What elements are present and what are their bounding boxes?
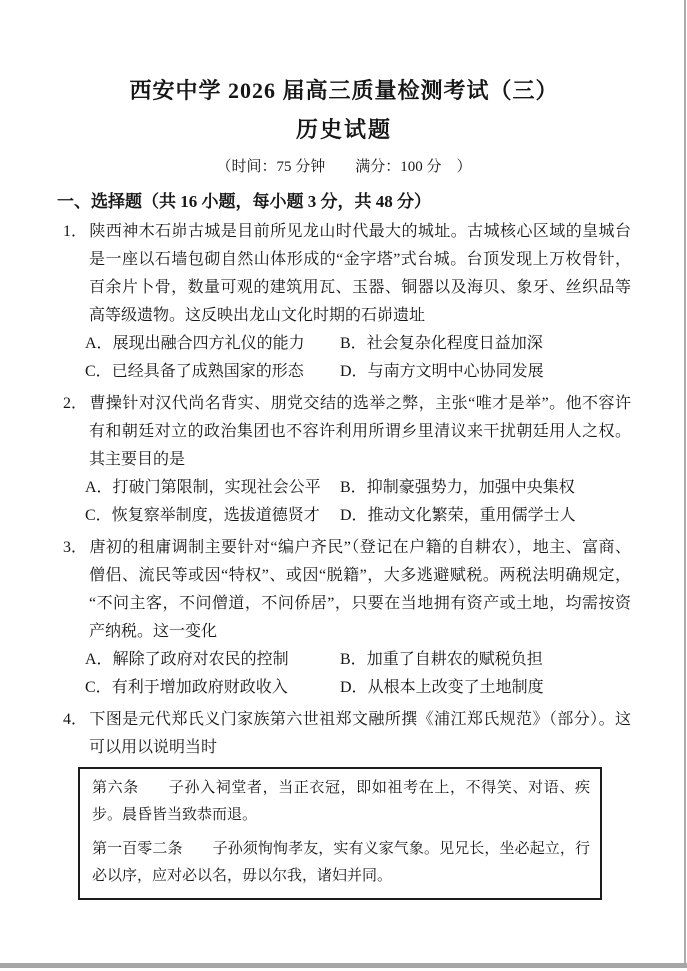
scan-edge-bottom xyxy=(0,963,687,968)
question-1-options-row-2 xyxy=(85,358,631,386)
question-1-option-c xyxy=(85,358,340,386)
option-label: A． xyxy=(85,335,113,352)
question-3-stem xyxy=(63,534,631,646)
option-label: D． xyxy=(340,679,368,696)
question-1-stem xyxy=(63,218,631,330)
exam-subject-title: 历史试题 xyxy=(295,117,392,142)
question-3 xyxy=(63,534,631,702)
option-label: D． xyxy=(340,363,368,380)
question-4 xyxy=(63,706,631,900)
option-text: 打破门第限制，实现社会公平 xyxy=(112,479,321,496)
exam-title: 西安中学 2026 届高三质量检测考试（三） xyxy=(129,78,559,103)
question-2-option-c xyxy=(85,502,340,530)
clause-entry-102 xyxy=(92,836,590,890)
question-1-text: 陕西神木石峁古城是目前所见龙山时代最大的城址。古城核心区域的皇城台是一座以石墙包砌自然山体形成的“金字塔”式台城。台顶发现上万枚骨针，百余片卜骨，数量可观的建筑用瓦、玉器、铜器以及海贝、象牙、丝织品等高等级遗物。这反映出龙山文化时期的石峁遗址 xyxy=(89,223,631,324)
question-3-options xyxy=(85,646,631,702)
question-1-options xyxy=(85,330,631,386)
question-2 xyxy=(63,390,631,530)
option-text: 解除了政府对农民的控制 xyxy=(112,651,289,668)
question-3-options-row-2 xyxy=(85,674,631,702)
question-4-stem xyxy=(63,706,631,762)
question-1-option-b xyxy=(340,330,543,358)
option-text: 已经具备了成熟国家的形态 xyxy=(111,363,304,380)
section-header-multiple-choice: 一、选择题（共 16 小题，每小题 3 分，共 48 分） xyxy=(57,192,431,211)
source-document-box xyxy=(78,767,602,900)
question-2-option-b xyxy=(340,474,575,502)
option-text: 与南方文明中心协同发展 xyxy=(367,363,544,380)
question-2-options xyxy=(85,474,631,530)
question-2-option-a xyxy=(85,474,340,502)
option-text: 从根本上改变了土地制度 xyxy=(367,679,544,696)
question-2-options-row-1 xyxy=(85,474,631,502)
exam-time-score-line: （时间：75 分钟 满分：100 分 ） xyxy=(216,159,472,175)
question-1 xyxy=(63,218,631,386)
option-label: C． xyxy=(85,507,112,524)
option-text: 有利于增加政府财政收入 xyxy=(111,679,288,696)
question-3-option-b xyxy=(340,646,543,674)
option-text: 恢复察举制度，选拔道德贤才 xyxy=(111,507,320,524)
option-text: 抑制豪强势力，加强中央集权 xyxy=(366,479,575,496)
question-2-option-d xyxy=(340,502,576,530)
clause-text: 子孙须恂恂孝友，实有义家气象。见兄长，坐必起立，行必以序，应对必以名，毋以尔我，诸妇并同。 xyxy=(92,841,590,884)
question-2-text: 曹操针对汉代尚名背实、朋党交结的选举之弊，主张“唯才是举”。他不容许有和朝廷对立的政治集团也不容许利用所谓乡里清议来干扰朝廷用人之权。其主要目的是 xyxy=(89,395,631,468)
question-3-option-d xyxy=(340,674,544,702)
question-1-option-a xyxy=(85,330,340,358)
option-label: D． xyxy=(340,507,368,524)
option-label: B． xyxy=(340,479,367,496)
clause-number: 第一百零二条 xyxy=(92,841,183,857)
question-3-text: 唐初的租庸调制主要针对“编户齐民”（登记在户籍的自耕农），地主、富商、僧侣、流民等或因“特权”、或因“脱籍”，大多逃避赋税。两税法明确规定，“不问主客，不问僧道，不问侨居”，只要在当地拥有资产或土地，均需按资产纳税。这一变化 xyxy=(89,539,631,640)
question-3-number: 3． xyxy=(63,539,88,556)
option-text: 社会复杂化程度日益加深 xyxy=(366,335,543,352)
question-2-options-row-2 xyxy=(85,502,631,530)
option-label: A． xyxy=(85,479,113,496)
option-text: 展现出融合四方礼仪的能力 xyxy=(112,335,305,352)
clause-text: 子孙入祠堂者，当正衣冠，即如祖考在上，不得笑、对语、疾步。晨昏皆当致恭而退。 xyxy=(92,780,590,823)
option-label: B． xyxy=(340,335,367,352)
clause-entry-6 xyxy=(92,775,590,829)
question-2-number: 2． xyxy=(63,395,88,412)
question-1-options-row-1 xyxy=(85,330,631,358)
question-3-options-row-1 xyxy=(85,646,631,674)
question-3-option-a xyxy=(85,646,340,674)
question-1-number: 1． xyxy=(63,223,88,240)
option-label: A． xyxy=(85,651,113,668)
question-4-text: 下图是元代郑氏义门家族第六世祖郑文融所撰《浦江郑氏规范》（部分）。这可以用以说明当时 xyxy=(89,711,631,756)
question-3-option-c xyxy=(85,674,340,702)
option-text: 推动文化繁荣，重用儒学士人 xyxy=(367,507,576,524)
option-label: B． xyxy=(340,651,367,668)
question-2-stem xyxy=(63,390,631,474)
question-1-option-d xyxy=(340,358,544,386)
option-label: C． xyxy=(85,363,112,380)
question-4-number: 4． xyxy=(63,711,88,728)
option-text: 加重了自耕农的赋税负担 xyxy=(366,651,543,668)
option-label: C． xyxy=(85,679,112,696)
clause-number: 第六条 xyxy=(92,780,139,796)
